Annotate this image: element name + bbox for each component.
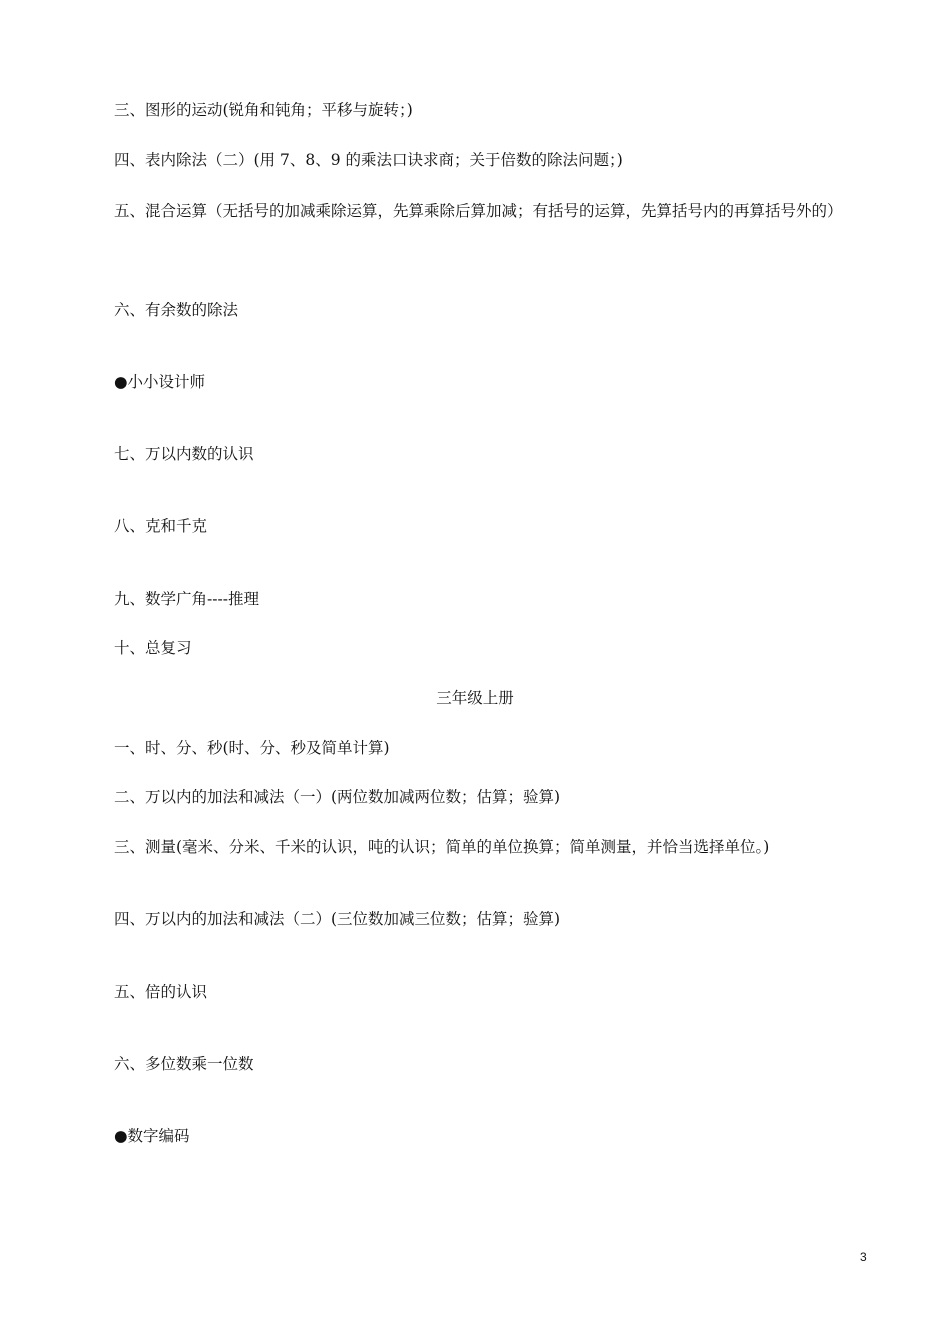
list-item: 三、图形的运动(锐角和钝角；平移与旋转；) <box>114 101 413 119</box>
list-item: 三、测量(毫米、分米、千米的认识，吨的认识；简单的单位换算；简单测量，并恰当选择单位。) <box>114 838 770 856</box>
list-item: 五、倍的认识 <box>114 983 208 1001</box>
list-item: 四、万以内的加法和减法（二）(三位数加减三位数；估算；验算) <box>114 910 561 928</box>
list-item: 九、数学广角----推理 <box>114 590 259 608</box>
list-item: 七、万以内数的认识 <box>114 445 254 463</box>
list-item: 六、有余数的除法 <box>114 301 239 319</box>
list-item: 六、多位数乘一位数 <box>114 1055 254 1073</box>
list-item: ●数字编码 <box>114 1127 190 1145</box>
list-item: 十、总复习 <box>114 639 192 657</box>
list-item: 四、表内除法（二）(用 7、8、9 的乘法口诀求商；关于倍数的除法问题；) <box>114 151 623 169</box>
list-item: ●小小设计师 <box>114 373 206 391</box>
list-item: 二、万以内的加法和减法（一）(两位数加减两位数；估算；验算) <box>114 788 561 806</box>
list-item: 八、克和千克 <box>114 517 208 535</box>
page-number: 3 <box>860 1250 867 1264</box>
list-item: 五、混合运算（无括号的加减乘除运算，先算乘除后算加减；有括号的运算，先算括号内的再算括号外的） <box>114 202 843 220</box>
section-heading: 三年级上册 <box>436 689 514 707</box>
list-item: 一、时、分、秒(时、分、秒及简单计算) <box>114 739 390 757</box>
